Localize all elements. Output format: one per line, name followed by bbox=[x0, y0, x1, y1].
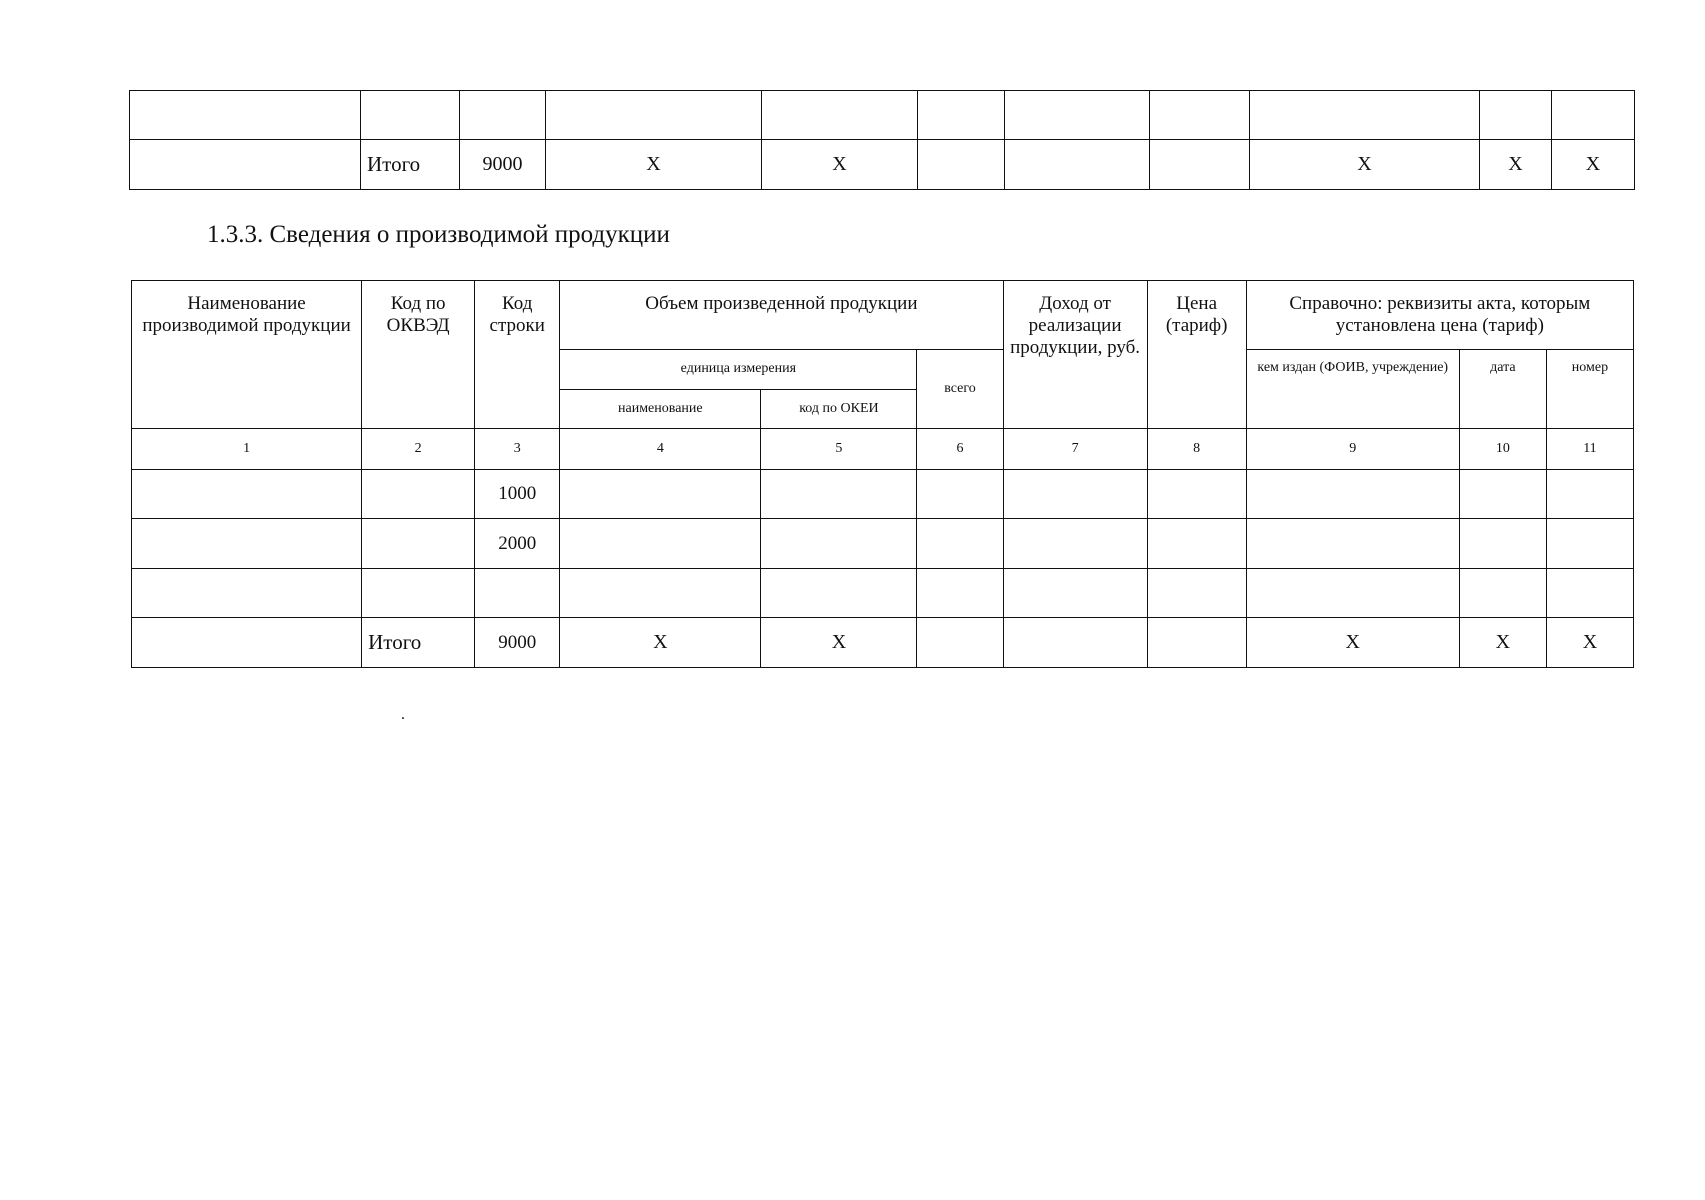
row-code: 2000 bbox=[475, 519, 560, 569]
header-date: дата bbox=[1459, 350, 1546, 429]
cell[interactable] bbox=[1480, 91, 1552, 140]
cell[interactable] bbox=[460, 91, 546, 140]
column-number: 5 bbox=[761, 429, 917, 470]
cell[interactable] bbox=[1003, 470, 1147, 519]
x-mark: X bbox=[1246, 618, 1459, 668]
x-mark: X bbox=[1480, 140, 1552, 190]
cell[interactable] bbox=[1003, 618, 1147, 668]
total-row bbox=[130, 140, 1635, 190]
cell[interactable] bbox=[1546, 569, 1633, 618]
table-row bbox=[132, 519, 1634, 569]
cell[interactable] bbox=[1459, 519, 1546, 569]
total-code: 9000 bbox=[460, 140, 546, 190]
x-mark: X bbox=[762, 140, 918, 190]
column-number: 8 bbox=[1147, 429, 1246, 470]
stray-mark: . bbox=[401, 706, 405, 723]
column-number: 9 bbox=[1246, 429, 1459, 470]
header-volume: Объем произведенной продукции bbox=[560, 281, 1003, 350]
cell[interactable] bbox=[1546, 519, 1633, 569]
cell[interactable] bbox=[917, 519, 1003, 569]
total-code: 9000 bbox=[475, 618, 560, 668]
cell[interactable] bbox=[1003, 519, 1147, 569]
cell[interactable] bbox=[1147, 470, 1246, 519]
column-numbers-row bbox=[132, 429, 1634, 470]
column-number: 3 bbox=[475, 429, 560, 470]
x-mark: X bbox=[1459, 618, 1546, 668]
row-code: 1000 bbox=[475, 470, 560, 519]
cell[interactable] bbox=[132, 569, 362, 618]
cell[interactable] bbox=[361, 91, 460, 140]
cell[interactable] bbox=[1246, 519, 1459, 569]
cell[interactable] bbox=[761, 569, 917, 618]
header-unit: единица измерения bbox=[560, 350, 917, 390]
cell[interactable] bbox=[1147, 519, 1246, 569]
x-mark: X bbox=[546, 140, 762, 190]
cell[interactable] bbox=[1546, 470, 1633, 519]
cell[interactable] bbox=[130, 91, 361, 140]
cell[interactable] bbox=[1005, 140, 1150, 190]
cell[interactable] bbox=[917, 569, 1003, 618]
cell[interactable] bbox=[917, 470, 1003, 519]
x-mark: X bbox=[560, 618, 761, 668]
cell[interactable] bbox=[1003, 569, 1147, 618]
column-number: 10 bbox=[1459, 429, 1546, 470]
cell[interactable] bbox=[1459, 470, 1546, 519]
previous-section-table bbox=[129, 90, 1635, 190]
cell[interactable] bbox=[132, 470, 362, 519]
cell[interactable] bbox=[362, 519, 475, 569]
cell[interactable] bbox=[762, 91, 918, 140]
total-label: Итого bbox=[361, 140, 460, 190]
header-income: Доход от реализации продукции, руб. bbox=[1003, 281, 1147, 429]
x-mark: X bbox=[1552, 140, 1635, 190]
cell[interactable] bbox=[1147, 618, 1246, 668]
column-number: 6 bbox=[917, 429, 1003, 470]
row-code bbox=[475, 569, 560, 618]
column-number: 11 bbox=[1546, 429, 1633, 470]
cell[interactable] bbox=[560, 470, 761, 519]
cell[interactable] bbox=[761, 519, 917, 569]
header-reference: Справочно: реквизиты акта, которым установлена цена (тариф) bbox=[1246, 281, 1633, 350]
cell[interactable] bbox=[1250, 91, 1480, 140]
header-row-code: Код строки bbox=[475, 281, 560, 429]
column-number: 1 bbox=[132, 429, 362, 470]
produced-products-table bbox=[131, 280, 1634, 668]
cell[interactable] bbox=[1552, 91, 1635, 140]
cell[interactable] bbox=[560, 569, 761, 618]
cell[interactable] bbox=[761, 470, 917, 519]
cell[interactable] bbox=[1150, 91, 1250, 140]
header-issued-by: кем издан (ФОИВ, учреждение) bbox=[1246, 350, 1459, 429]
cell[interactable] bbox=[1246, 470, 1459, 519]
table-row bbox=[132, 470, 1634, 519]
x-mark: X bbox=[761, 618, 917, 668]
header-price: Цена (тариф) bbox=[1147, 281, 1246, 429]
cell[interactable] bbox=[132, 618, 362, 668]
cell[interactable] bbox=[1459, 569, 1546, 618]
cell[interactable] bbox=[132, 519, 362, 569]
cell[interactable] bbox=[1246, 569, 1459, 618]
cell[interactable] bbox=[918, 91, 1005, 140]
header-okei: код по ОКЕИ bbox=[761, 390, 917, 429]
section-title: 1.3.3. Сведения о производимой продукции bbox=[207, 221, 670, 248]
table-row bbox=[132, 569, 1634, 618]
column-number: 2 bbox=[362, 429, 475, 470]
cell[interactable] bbox=[362, 569, 475, 618]
x-mark: X bbox=[1546, 618, 1633, 668]
header-number: номер bbox=[1546, 350, 1633, 429]
header-product-name: Наименование производимой продукции bbox=[132, 281, 362, 429]
column-number: 7 bbox=[1003, 429, 1147, 470]
cell[interactable] bbox=[918, 140, 1005, 190]
cell[interactable] bbox=[1150, 140, 1250, 190]
table-row bbox=[130, 91, 1635, 140]
cell[interactable] bbox=[1005, 91, 1150, 140]
header-okved: Код по ОКВЭД bbox=[362, 281, 475, 429]
cell[interactable] bbox=[362, 470, 475, 519]
cell[interactable] bbox=[917, 618, 1003, 668]
x-mark: X bbox=[1250, 140, 1480, 190]
cell[interactable] bbox=[560, 519, 761, 569]
header-unit-name: наименование bbox=[560, 390, 761, 429]
cell[interactable] bbox=[546, 91, 762, 140]
cell[interactable] bbox=[1147, 569, 1246, 618]
total-row bbox=[132, 618, 1634, 668]
column-number: 4 bbox=[560, 429, 761, 470]
header-total: всего bbox=[917, 350, 1003, 429]
cell[interactable] bbox=[130, 140, 361, 190]
total-label: Итого bbox=[362, 618, 475, 668]
header-row bbox=[132, 281, 1634, 350]
